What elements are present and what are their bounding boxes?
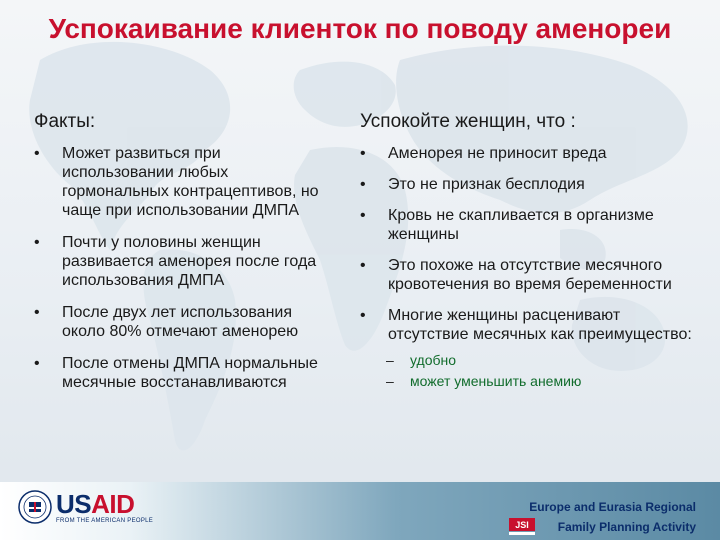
list-item <box>360 206 695 244</box>
slide-title: Успокаивание клиенток по поводу аменореи <box>48 13 672 44</box>
facts-column <box>34 110 334 405</box>
list-item-text: После отмены ДМПА нормальные месячные восстанавливаются <box>62 355 318 391</box>
list-item-text: Многие женщины расценивают отсутствие месячных как преимущество: <box>388 307 692 343</box>
reassure-list <box>360 144 695 392</box>
activity-label: Family Planning Activity <box>557 520 696 534</box>
list-item <box>34 144 334 220</box>
sublist-item <box>386 371 695 392</box>
facts-list <box>34 144 334 392</box>
facts-heading: Факты: <box>34 111 96 132</box>
list-item <box>360 144 695 163</box>
sublist-item-text: может уменьшить анемию <box>410 373 582 389</box>
region-label: Europe and Eurasia Regional <box>529 500 696 514</box>
reassure-heading: Успокойте женщин, что : <box>360 111 576 132</box>
list-item <box>360 306 695 392</box>
list-item-text: Это похоже на отсутствие месячного кровотечения во время беременности <box>388 257 672 293</box>
list-item <box>360 175 695 194</box>
list-item <box>34 303 334 341</box>
usaid-seal-icon <box>18 490 52 524</box>
bullet-icon: • <box>34 234 40 251</box>
bullet-icon: • <box>360 176 366 193</box>
list-item-text: Аменорея не приносит вреда <box>388 145 607 162</box>
list-item-text: После двух лет использования около 80% отмечают аменорею <box>62 304 299 340</box>
list-item <box>34 233 334 290</box>
list-item <box>360 256 695 294</box>
list-item-text: Может развиться при использовании любых гормональных контрацептивов, но чаще при использовании ДМПА <box>62 145 319 219</box>
bullet-icon: • <box>34 304 40 321</box>
bullet-icon: • <box>360 207 366 224</box>
sublist-item <box>386 350 695 371</box>
usaid-logo: USAID <box>56 489 135 519</box>
usaid-tagline: FROM THE AMERICAN PEOPLE <box>56 518 154 524</box>
advantages-sublist <box>386 350 695 392</box>
dash-icon: – <box>386 373 394 389</box>
reassure-column <box>360 110 695 404</box>
dash-icon: – <box>386 352 394 368</box>
bullet-icon: • <box>360 307 366 324</box>
bullet-icon: • <box>34 145 40 162</box>
sublist-item-text: удобно <box>410 352 457 368</box>
list-item-text: Кровь не скапливается в организме женщины <box>388 207 654 243</box>
jsi-logo-icon <box>509 518 535 536</box>
list-item-text: Почти у половины женщин развивается аменорея после года использования ДМПА <box>62 234 317 289</box>
list-item <box>34 354 334 392</box>
bullet-icon: • <box>360 145 366 162</box>
bullet-icon: • <box>360 257 366 274</box>
bullet-icon: • <box>34 355 40 372</box>
list-item-text: Это не признак бесплодия <box>388 176 585 193</box>
svg-text:JSI: JSI <box>515 520 529 530</box>
